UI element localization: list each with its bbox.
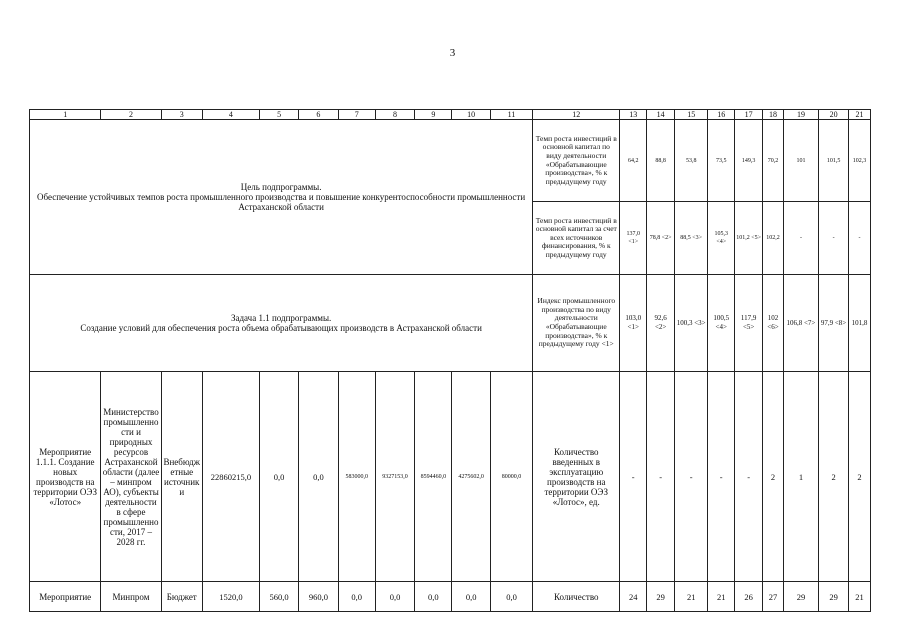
goal-text: Обеспечение устойчивых темпов роста промышленного производства и повышение конкурентоспособности промышленности Астраханской области bbox=[37, 192, 526, 212]
measure-indicator-value: - bbox=[620, 372, 647, 582]
goal-indicator-value: 88,5 <3> bbox=[675, 202, 708, 275]
col-number: 14 bbox=[647, 110, 675, 120]
funding-amount: 0,0 bbox=[375, 582, 414, 612]
measure-row bbox=[30, 372, 871, 582]
col-number: 18 bbox=[763, 110, 784, 120]
task-title: Задача 1.1 подпрограммы. bbox=[230, 313, 332, 323]
measure-indicator-value: 21 bbox=[849, 582, 871, 612]
funding-amount: 4275602,0 bbox=[452, 372, 490, 582]
goal-indicator-value: 101,2 <5> bbox=[735, 202, 763, 275]
measure-indicator-value: 21 bbox=[675, 582, 708, 612]
measure-indicator-value: 29 bbox=[647, 582, 675, 612]
goal-indicator-label: Темп роста инвестиций в основной капитал по виду деятельности «Обрабатывающие производства», % к предыдущему году bbox=[533, 120, 620, 202]
measure-name: Мероприятие bbox=[30, 582, 101, 612]
goal-indicator-value: 102,2 bbox=[763, 202, 784, 275]
measure-indicator-value: 1 bbox=[783, 372, 818, 582]
goal-title: Цель подпрограммы. bbox=[240, 182, 322, 192]
task-indicator-value: 106,8 <7> bbox=[783, 275, 818, 372]
funding-source: Бюджет bbox=[161, 582, 202, 612]
goal-indicator-value: 53,8 bbox=[675, 120, 708, 202]
task-indicator-value: 97,9 <8> bbox=[819, 275, 849, 372]
measure-indicator-value: 29 bbox=[783, 582, 818, 612]
task-text: Создание условий для обеспечения роста объема обрабатывающих производств в Астраханской области bbox=[80, 323, 482, 333]
measure-indicator-value: 27 bbox=[763, 582, 784, 612]
goal-indicator-value: 101,5 bbox=[819, 120, 849, 202]
funding-amount: 0,0 bbox=[259, 372, 298, 582]
col-number: 11 bbox=[490, 110, 532, 120]
measure-indicator-value: 24 bbox=[620, 582, 647, 612]
goal-indicator-value: 64,2 bbox=[620, 120, 647, 202]
task-cell bbox=[30, 275, 533, 372]
measure-executor: Минпром bbox=[101, 582, 161, 612]
goal-indicator-value: 137,0 <1> bbox=[620, 202, 647, 275]
program-table bbox=[29, 109, 871, 612]
measure-indicator-label: Количество bbox=[533, 582, 620, 612]
measure-indicator-value: 26 bbox=[735, 582, 763, 612]
funding-amount: 0,0 bbox=[299, 372, 338, 582]
measure-indicator-value: 29 bbox=[819, 582, 849, 612]
task-indicator-value: 101,8 bbox=[849, 275, 871, 372]
funding-amount: 0,0 bbox=[490, 582, 532, 612]
col-number: 9 bbox=[415, 110, 452, 120]
funding-amount: 22860215,0 bbox=[202, 372, 259, 582]
funding-amount: 8594460,0 bbox=[415, 372, 452, 582]
goal-cell bbox=[30, 120, 533, 275]
col-number: 17 bbox=[735, 110, 763, 120]
funding-amount: 0,0 bbox=[452, 582, 490, 612]
col-number: 4 bbox=[202, 110, 259, 120]
measure-indicator-value: 21 bbox=[708, 582, 735, 612]
col-number: 13 bbox=[620, 110, 647, 120]
task-indicator-value: 102 <6> bbox=[763, 275, 784, 372]
goal-row-1 bbox=[30, 120, 871, 202]
measure-indicator-value: 2 bbox=[763, 372, 784, 582]
col-number: 1 bbox=[30, 110, 101, 120]
funding-amount: 583000,0 bbox=[338, 372, 375, 582]
col-number: 19 bbox=[783, 110, 818, 120]
col-number: 5 bbox=[259, 110, 298, 120]
goal-indicator-value: 105,3 <4> bbox=[708, 202, 735, 275]
measure-indicator-value: - bbox=[647, 372, 675, 582]
goal-indicator-value: 78,8 <2> bbox=[647, 202, 675, 275]
col-number: 10 bbox=[452, 110, 490, 120]
funding-amount: 9327153,0 bbox=[375, 372, 414, 582]
measure-row bbox=[30, 582, 871, 612]
measure-name: Мероприятие 1.1.1. Создание новых производств на территории ОЭЗ «Лотос» bbox=[30, 372, 101, 582]
goal-indicator-value: 101 bbox=[783, 120, 818, 202]
funding-source: Внебюджетные источники bbox=[161, 372, 202, 582]
funding-amount: 960,0 bbox=[299, 582, 338, 612]
col-number: 12 bbox=[533, 110, 620, 120]
goal-indicator-value: 73,5 bbox=[708, 120, 735, 202]
funding-amount: 1520,0 bbox=[202, 582, 259, 612]
goal-indicator-value: 102,3 bbox=[849, 120, 871, 202]
funding-amount: 0,0 bbox=[338, 582, 375, 612]
col-number: 3 bbox=[161, 110, 202, 120]
col-number: 16 bbox=[708, 110, 735, 120]
task-indicator-value: 117,9 <5> bbox=[735, 275, 763, 372]
goal-indicator-value: 88,8 bbox=[647, 120, 675, 202]
funding-amount: 0,0 bbox=[415, 582, 452, 612]
col-number: 21 bbox=[849, 110, 871, 120]
column-number-row bbox=[30, 110, 871, 120]
measure-indicator-value: 2 bbox=[849, 372, 871, 582]
task-indicator-value: 103,0 <1> bbox=[620, 275, 647, 372]
col-number: 2 bbox=[101, 110, 161, 120]
col-number: 20 bbox=[819, 110, 849, 120]
funding-amount: 80000,0 bbox=[490, 372, 532, 582]
task-row bbox=[30, 275, 871, 372]
goal-indicator-value: 70,2 bbox=[763, 120, 784, 202]
measure-indicator-value: - bbox=[675, 372, 708, 582]
col-number: 15 bbox=[675, 110, 708, 120]
col-number: 7 bbox=[338, 110, 375, 120]
col-number: 8 bbox=[375, 110, 414, 120]
task-indicator-value: 100,5 <4> bbox=[708, 275, 735, 372]
goal-indicator-value: 149,3 bbox=[735, 120, 763, 202]
goal-indicator-value: - bbox=[783, 202, 818, 275]
measure-indicator-label: Количество введенных в эксплуатацию производств на территории ОЭЗ «Лотос», ед. bbox=[533, 372, 620, 582]
measure-indicator-value: - bbox=[708, 372, 735, 582]
measure-indicator-value: 2 bbox=[819, 372, 849, 582]
page-number: 3 bbox=[449, 47, 456, 59]
funding-amount: 560,0 bbox=[259, 582, 298, 612]
col-number: 6 bbox=[299, 110, 338, 120]
task-indicator-label: Индекс промышленного производства по виду деятельности «Обрабатывающие производства», % к предыдущему году <1> bbox=[533, 275, 620, 372]
measure-indicator-value: - bbox=[735, 372, 763, 582]
measure-executor: Министерство промышленности и природных ресурсов Астраханской области (далее – минпром АО), субъекты деятельности в сфере промышленности, 2017 – 2028 гг. bbox=[101, 372, 161, 582]
task-indicator-value: 100,3 <3> bbox=[675, 275, 708, 372]
goal-indicator-label: Темп роста инвестиций в основной капитал за счет всех источников финансирования, % к предыдущему году bbox=[533, 202, 620, 275]
goal-indicator-value: - bbox=[819, 202, 849, 275]
goal-indicator-value: - bbox=[849, 202, 871, 275]
task-indicator-value: 92,6 <2> bbox=[647, 275, 675, 372]
